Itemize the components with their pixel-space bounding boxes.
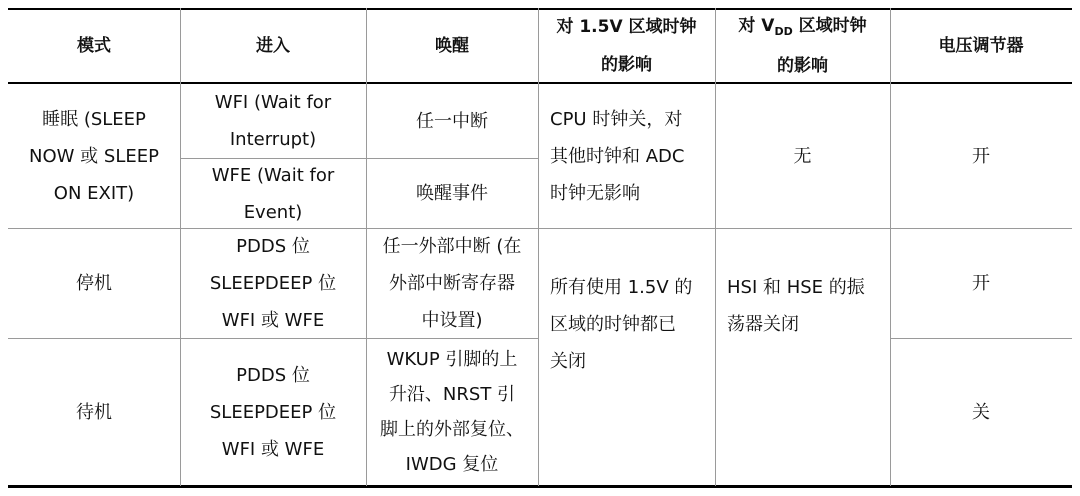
sleep-wfi-line: Interrupt) [229,129,317,150]
stop-wakeup-line: 中设置) [421,310,483,331]
header-regulator-text: 电压调节器 [938,36,1024,56]
header-effect-1v5 [538,10,715,82]
shared-effect-1v5-line: 区域的时钟都已 [550,314,676,335]
sleep-wfi-wakeup-cell [366,84,538,158]
standby-enter-line: SLEEPDEEP 位 [209,401,337,423]
header-effect-vdd-sub: DD [774,25,793,38]
sleep-effect-1v5-cell [538,84,715,228]
sleep-wfe-enter-cell [180,159,366,228]
stop-standby-effect-1v5-cell [538,229,715,485]
sleep-mode-line: NOW 或 SLEEP [29,145,159,167]
standby-wakeup-line: 脚上的外部复位、 [380,419,524,440]
standby-mode-cell [8,339,180,485]
stop-wakeup-line: 任一外部中断 (在 [382,236,522,257]
header-effect-1v5-line1: 对 1.5V 区域时钟 [556,17,697,37]
standby-mode-text: 待机 [76,401,112,423]
sleep-wfi-wakeup-text: 任一中断 [416,110,488,132]
standby-wakeup-line: IWDG 复位 [405,454,499,475]
header-enter [180,10,366,82]
sleep-effect-1v5-line: 时钟无影响 [550,182,640,204]
standby-wakeup-line: 升沿、NRST 引 [388,384,516,405]
header-effect-vdd-pre: 对 V [738,16,775,36]
stop-standby-effect-vdd-cell [715,229,890,485]
sleep-mode-line: ON EXIT) [53,182,135,204]
stop-enter-cell [180,229,366,338]
standby-regulator-text: 关 [972,401,990,423]
shared-effect-1v5-line: 关闭 [550,351,586,372]
standby-wakeup-cell [366,339,538,485]
header-effect-vdd-line2: 的影响 [776,56,828,76]
stop-mode-text: 停机 [76,273,112,294]
header-regulator [890,10,1072,82]
shared-effect-vdd-line: 荡器关闭 [727,314,799,335]
sleep-regulator-text: 开 [972,145,990,167]
standby-regulator-cell [890,339,1072,485]
stop-regulator-cell [890,229,1072,338]
stop-enter-line: SLEEPDEEP 位 [209,273,337,294]
standby-enter-line: PDDS 位 [236,364,310,386]
sleep-effect-1v5-line: 其他时钟和 ADC [550,145,685,167]
stop-regulator-text: 开 [972,273,990,294]
header-effect-1v5-line2: 的影响 [600,55,652,75]
header-effect-vdd-post: 区域时钟 [792,16,867,36]
sleep-wfi-enter-cell [180,84,366,158]
shared-effect-vdd-line: HSI 和 HSE 的振 [727,277,865,298]
stop-wakeup-line: 外部中断寄存器 [389,273,515,294]
sleep-wfe-line: Event) [243,201,303,223]
table-bottom-rule [8,485,1072,488]
sleep-wfe-wakeup-text: 唤醒事件 [416,183,488,204]
sleep-wfe-line: WFE (Wait for [211,164,335,186]
stop-wakeup-cell [366,229,538,338]
sleep-wfe-wakeup-cell [366,159,538,228]
standby-wakeup-line: WKUP 引脚的上 [386,349,518,370]
sleep-effect-vdd-cell [715,84,890,228]
standby-enter-line: WFI 或 WFE [221,438,325,460]
header-mode-text: 模式 [77,36,111,56]
stop-enter-line: PDDS 位 [236,236,310,257]
sleep-effect-vdd-text: 无 [793,145,812,167]
header-enter-text: 进入 [256,36,290,56]
stop-mode-cell [8,229,180,338]
sleep-regulator-cell [890,84,1072,228]
header-effect-vdd [715,10,890,82]
sleep-mode-line: 睡眠 (SLEEP [42,108,146,130]
header-wakeup-text: 唤醒 [435,36,469,56]
stop-enter-line: WFI 或 WFE [221,310,325,331]
shared-effect-1v5-line: 所有使用 1.5V 的 [550,277,693,298]
sleep-wfi-line: WFI (Wait for [214,92,332,113]
sleep-effect-1v5-line: CPU 时钟关，对 [550,108,683,130]
header-mode [8,10,180,82]
standby-enter-cell [180,339,366,485]
sleep-mode-cell [8,84,180,228]
header-wakeup [366,10,538,82]
power-modes-table [8,8,1072,488]
header-effect-vdd-line1 [738,7,866,47]
